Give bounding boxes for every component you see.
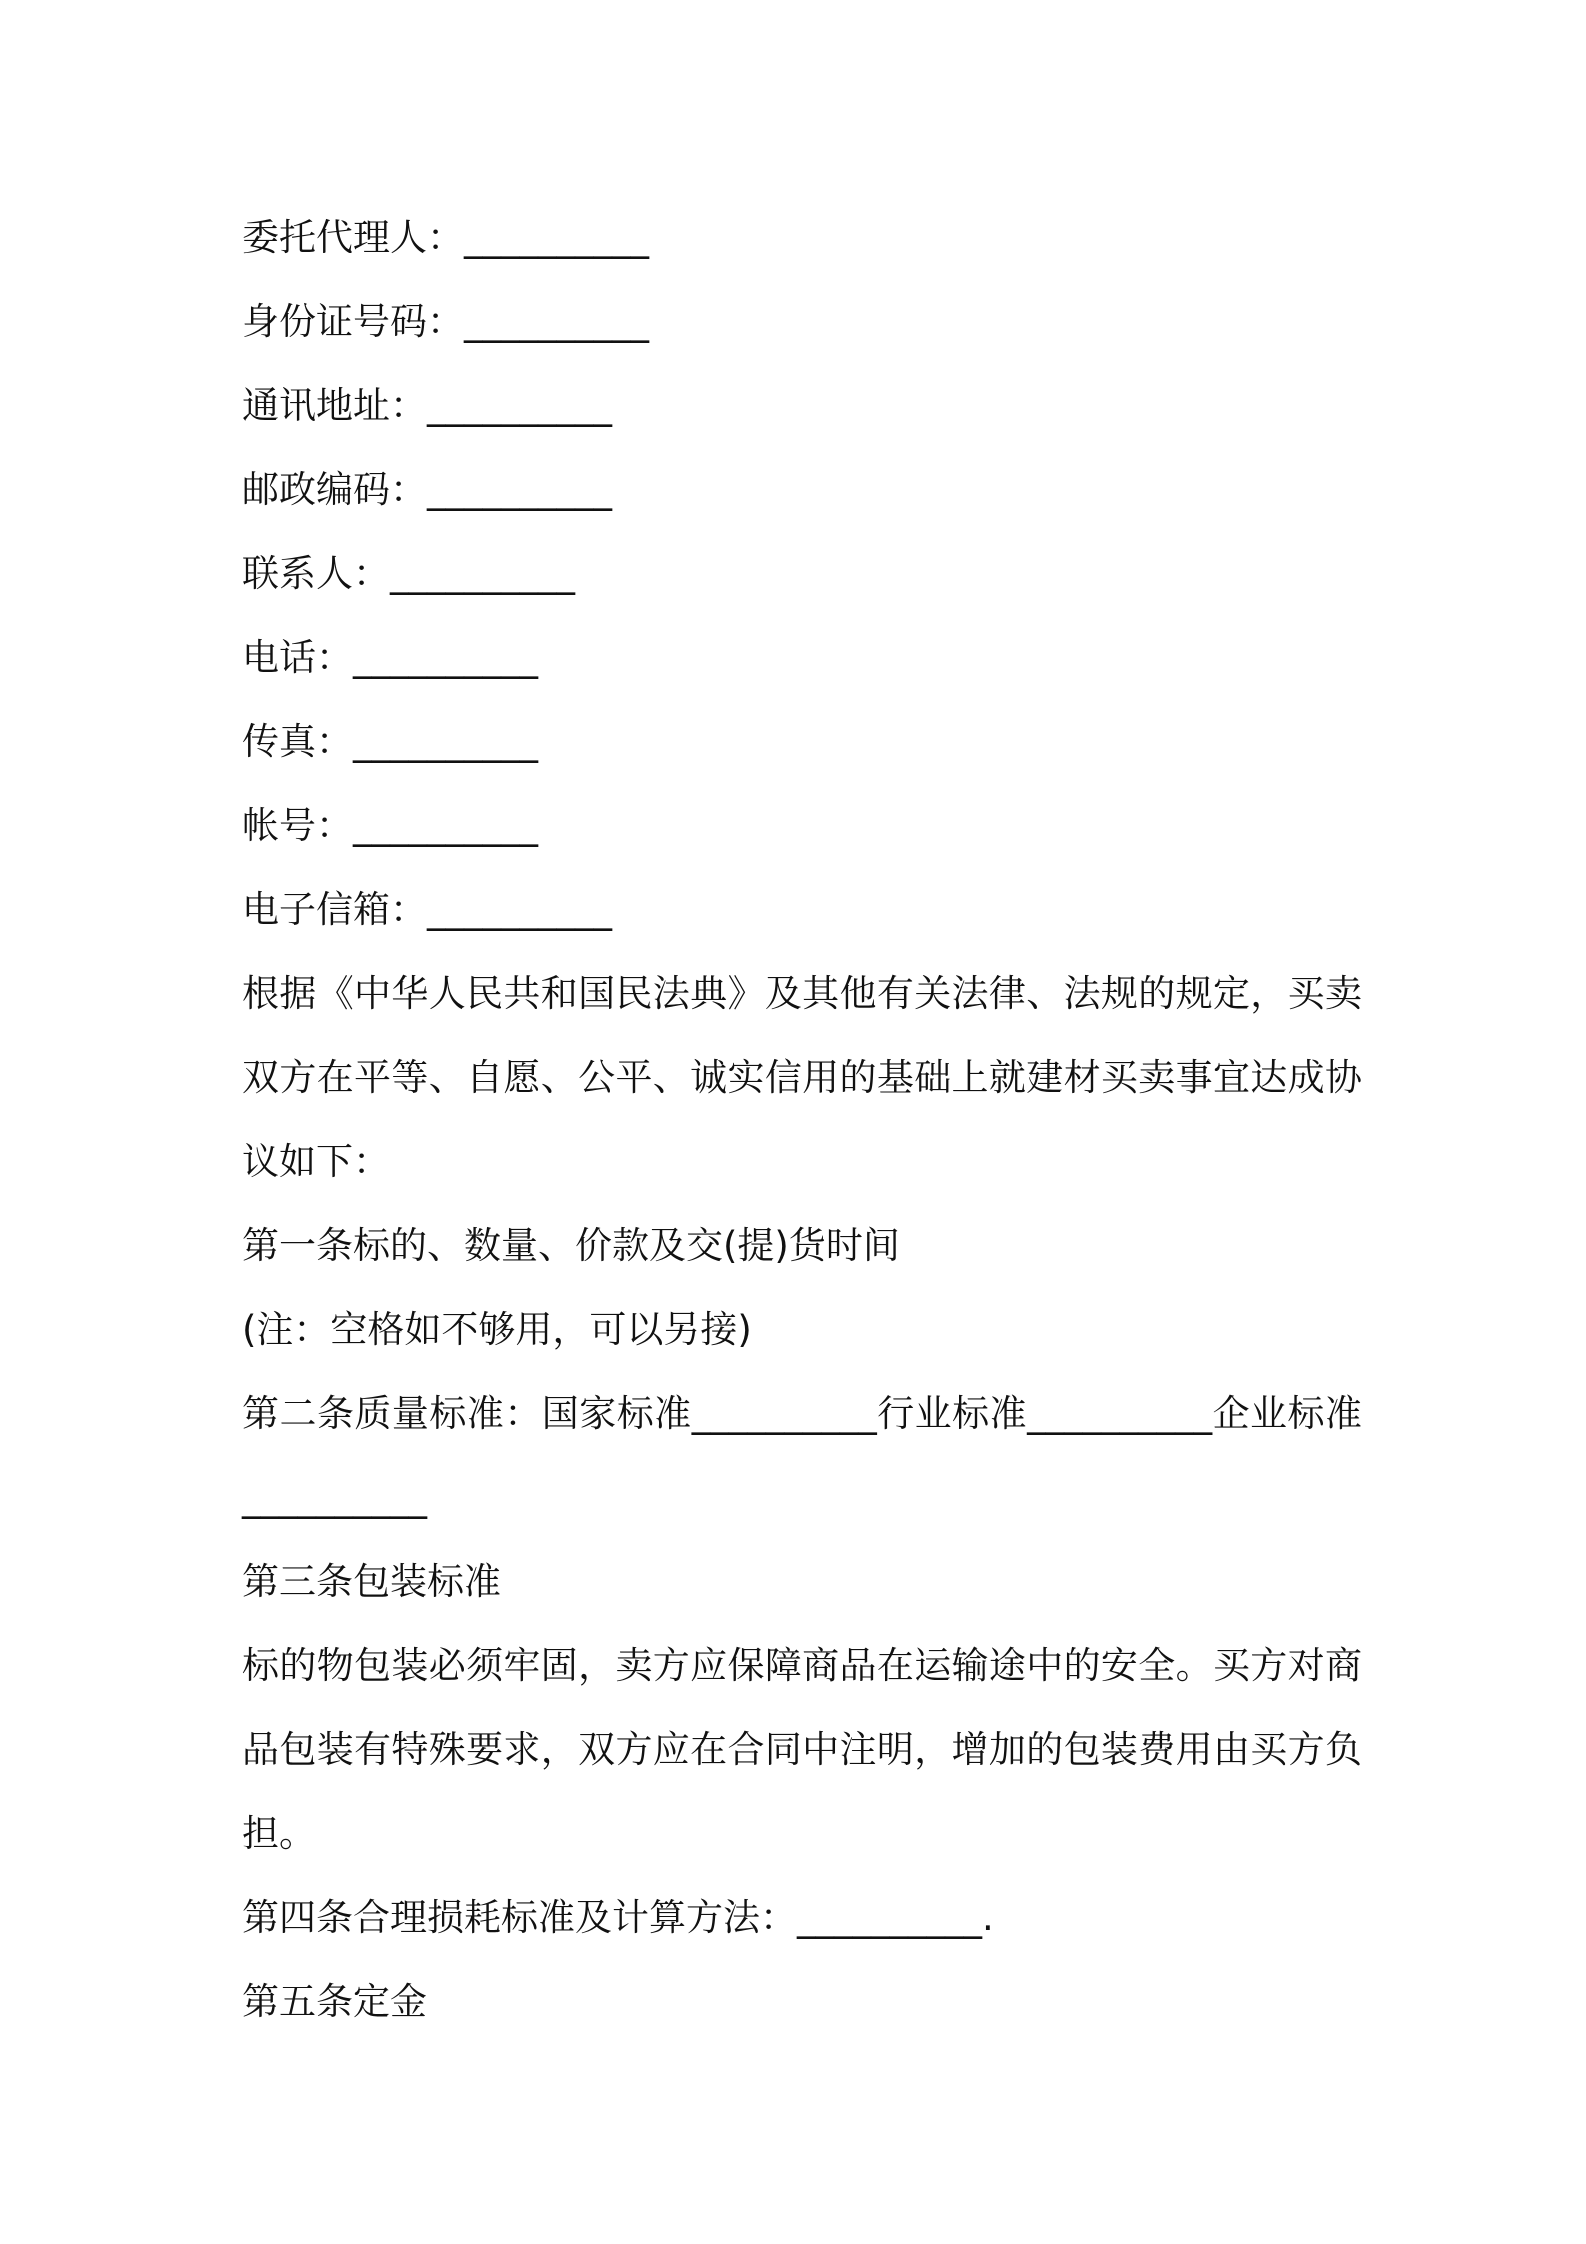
email-field: 电子信箱：__________ — [242, 888, 612, 931]
account-field: 帐号：__________ — [242, 804, 538, 847]
intro-paragraph: 根据《中华人民共和国民法典》及其他有关法律、法规的规定，买卖双方在平等、自愿、公平、诚实信用的基础上就建材买卖事宜达成协议如下： — [242, 972, 1362, 1183]
agent-field: 委托代理人：__________ — [242, 216, 649, 259]
article-2-quality-standard: 第二条质量标准：国家标准__________行业标准__________企业标准__________ — [242, 1392, 1362, 1519]
id-number-field: 身份证号码：__________ — [242, 300, 649, 343]
postcode-field: 邮政编码：__________ — [242, 468, 612, 511]
article-4-loss-standard: 第四条合理损耗标准及计算方法：__________. — [242, 1896, 994, 1939]
phone-field: 电话：__________ — [242, 636, 538, 679]
article-5-title: 第五条定金 — [242, 1980, 427, 2023]
article-3-body: 标的物包装必须牢固，卖方应保障商品在运输途中的安全。买方对商品包装有特殊要求，双方应在合同中注明，增加的包装费用由买方负担。 — [242, 1644, 1362, 1855]
contract-body — [242, 196, 1362, 2044]
article-1-title: 第一条标的、数量、价款及交(提)货时间 — [242, 1224, 900, 1267]
fax-field: 传真：__________ — [242, 720, 538, 763]
contact-field: 联系人：__________ — [242, 552, 575, 595]
address-field: 通讯地址：__________ — [242, 384, 612, 427]
article-3-title: 第三条包装标准 — [242, 1560, 501, 1603]
article-1-note: (注：空格如不够用，可以另接) — [242, 1308, 752, 1351]
